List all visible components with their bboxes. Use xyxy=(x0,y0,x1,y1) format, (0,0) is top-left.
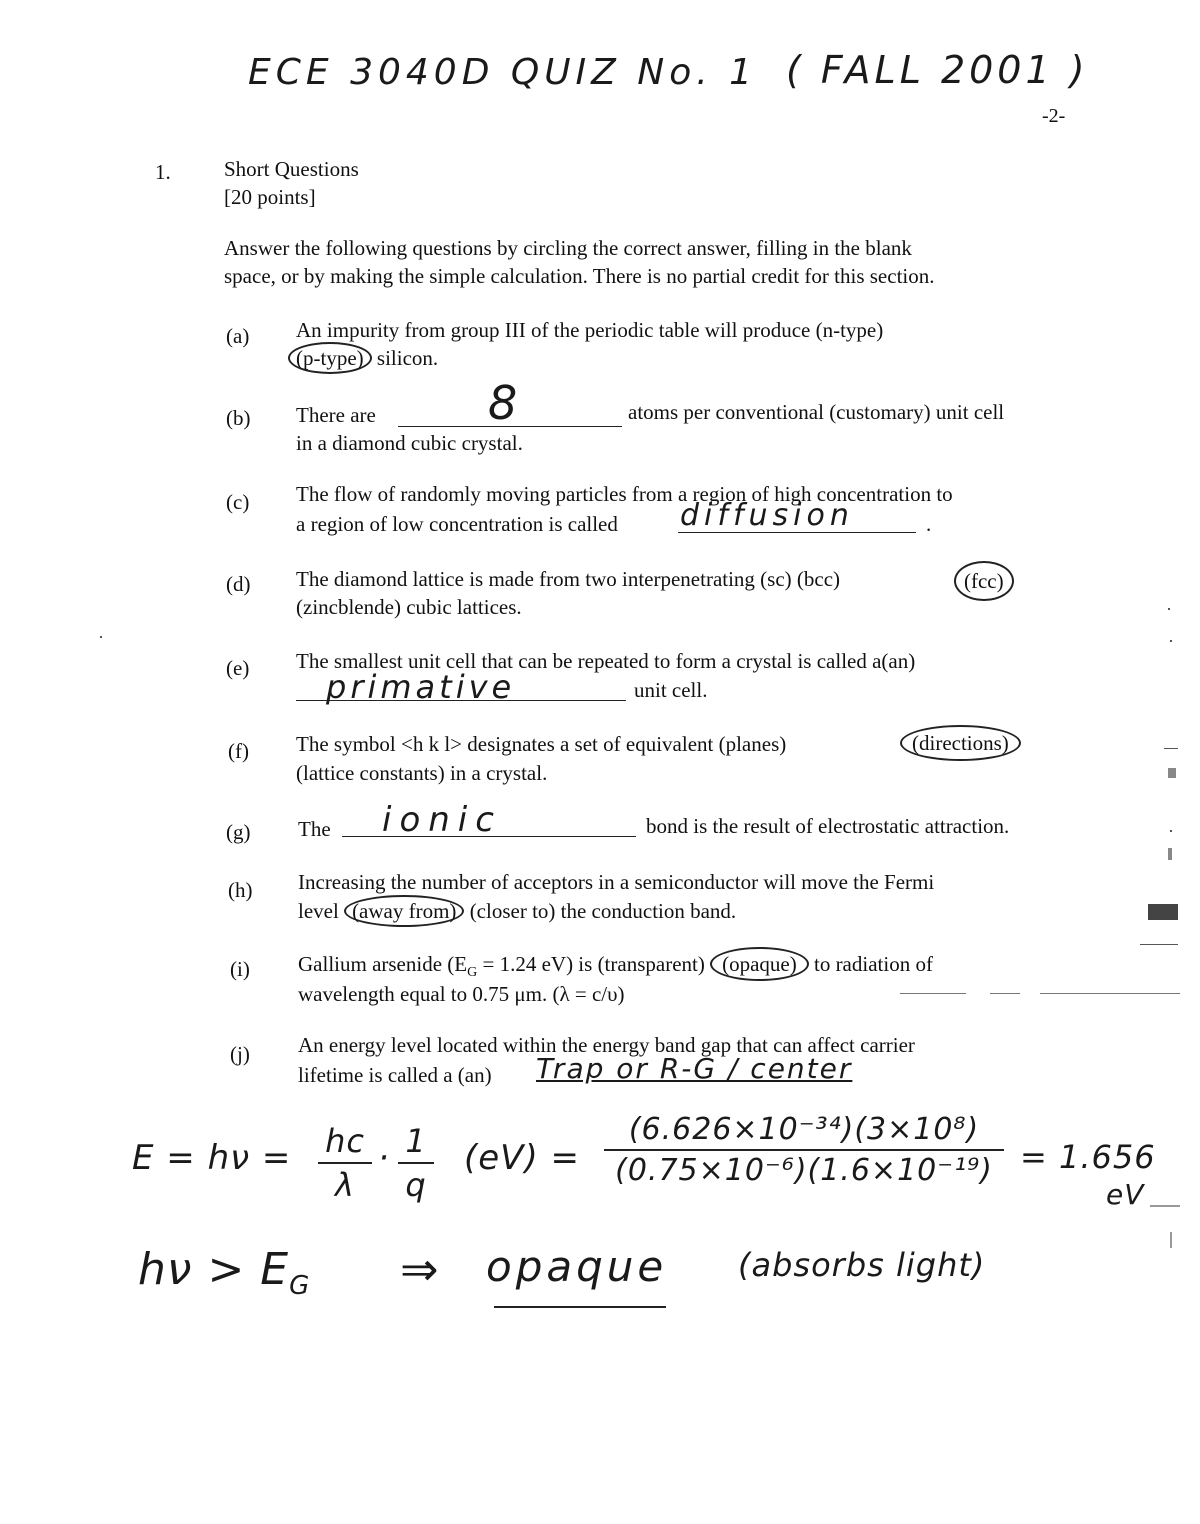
question-j-label: (j) xyxy=(230,1042,250,1066)
question-i-line-1-mid: = 1.24 eV) is (transparent) xyxy=(477,952,705,976)
question-e-answer: primative xyxy=(326,668,516,706)
calc-frac2-den: q xyxy=(405,1166,427,1204)
question-e-line-1: The smallest unit cell that can be repeated to form a crystal is called a(an) xyxy=(296,649,916,673)
question-a-line-1: An impurity from group III of the periodic table will produce (n-type) xyxy=(296,318,884,342)
question-c-line-1: The flow of randomly moving particles from a region of high concentration to xyxy=(296,482,953,506)
calc-frac3-den: (0.75×10⁻⁶)(1.6×10⁻¹⁹) xyxy=(615,1153,993,1188)
section-number: 1. xyxy=(155,160,171,184)
calc-frac1-den: λ xyxy=(335,1166,355,1204)
question-g-prefix: The xyxy=(298,817,331,841)
scan-speck xyxy=(990,993,1020,994)
question-b-suffix: atoms per conventional (customary) unit cell xyxy=(628,400,1005,424)
question-i-line-2: wavelength equal to 0.75 μm. (λ = c/υ) xyxy=(298,982,625,1006)
calc-frac3-bar xyxy=(604,1149,1004,1151)
question-b-prefix: There are xyxy=(296,403,376,427)
scan-speck xyxy=(1040,993,1180,994)
question-c-label: (c) xyxy=(226,490,250,514)
question-h-circled-answer: (away from) xyxy=(344,895,464,927)
question-h-line-2-suffix: (closer to) the conduction band. xyxy=(469,899,737,923)
section-title: Short Questions xyxy=(224,157,359,181)
scan-speck xyxy=(1150,1205,1180,1207)
scan-speck xyxy=(900,993,966,994)
conclusion-subscript: G xyxy=(289,1270,311,1301)
handwritten-title: ECE 3040D QUIZ No. 1 xyxy=(248,52,758,93)
conclusion-answer: opaque xyxy=(486,1242,668,1291)
scan-speck xyxy=(1170,1232,1172,1248)
instructions-line-1: Answer the following questions by circling the correct answer, filling in the blank xyxy=(224,236,912,260)
question-j-line-2-prefix: lifetime is called a (an) xyxy=(298,1063,492,1087)
question-b-label: (b) xyxy=(226,406,251,430)
conclusion-underline xyxy=(494,1306,666,1308)
scan-speck xyxy=(1170,640,1172,642)
question-e-label: (e) xyxy=(226,656,250,680)
instructions-line-2: space, or by making the simple calculation. There is no partial credit for this section. xyxy=(224,264,935,288)
page-number: -2- xyxy=(1042,105,1066,127)
section-points: [20 points] xyxy=(224,185,316,209)
question-e-suffix: unit cell. xyxy=(634,678,708,702)
calc-lhs: E = hν = xyxy=(132,1138,292,1178)
question-c-line-2-suffix: . xyxy=(926,512,932,536)
scan-speck xyxy=(1170,830,1172,832)
question-a-circled-answer: (p-type) xyxy=(288,342,372,374)
question-b-answer: 8 xyxy=(488,376,519,430)
calc-fraction-one-over-q xyxy=(398,1122,434,1204)
calc-dot: · xyxy=(378,1138,390,1178)
scan-speck xyxy=(100,636,102,638)
calc-frac1-num: hc xyxy=(325,1122,365,1160)
calc-result: = 1.656 xyxy=(1020,1138,1156,1176)
question-i-line-1-prefix: Gallium arsenide (E xyxy=(298,952,468,976)
scan-speck xyxy=(1148,904,1178,920)
question-a-label: (a) xyxy=(226,324,250,348)
question-d-line-2: (zincblende) cubic lattices. xyxy=(296,595,522,619)
conclusion-note: (absorbs light) xyxy=(738,1246,986,1284)
scan-speck xyxy=(1164,748,1178,749)
question-d-circled-answer: (fcc) xyxy=(954,561,1014,601)
question-c-answer: diffusion xyxy=(680,498,854,533)
calc-frac3-num: (6.626×10⁻³⁴)(3×10⁸) xyxy=(628,1112,980,1147)
question-a-line-2 xyxy=(288,344,438,372)
question-c-line-2-prefix: a region of low concentration is called xyxy=(296,512,618,536)
question-b-line-2: in a diamond cubic crystal. xyxy=(296,431,523,455)
question-j-line-1: An energy level located within the energy band gap that can affect carrier xyxy=(298,1033,915,1057)
question-i-subscript: G xyxy=(467,965,478,981)
question-i-label: (i) xyxy=(230,957,250,981)
question-f-label: (f) xyxy=(228,739,249,763)
question-a-line-2-rest: silicon. xyxy=(376,346,439,370)
calc-frac2-bar xyxy=(398,1162,434,1164)
scan-speck xyxy=(1140,944,1178,945)
calc-result-unit: eV xyxy=(1106,1178,1145,1211)
question-j-answer: Trap or R-G / center xyxy=(536,1052,853,1085)
question-f-line-2: (lattice constants) in a crystal. xyxy=(296,761,548,785)
scan-speck xyxy=(1168,848,1172,860)
question-f-circled-answer: (directions) xyxy=(900,725,1021,761)
question-g-suffix: bond is the result of electrostatic attraction. xyxy=(646,814,1010,838)
scan-speck xyxy=(1168,608,1170,610)
handwritten-term: ( FALL 2001 ) xyxy=(786,48,1089,92)
question-h-label: (h) xyxy=(228,878,253,902)
conclusion-line xyxy=(138,1244,310,1301)
question-g-answer: ionic xyxy=(382,800,502,840)
question-f-line-1: The symbol <h k l> designates a set of equivalent (planes) xyxy=(296,732,787,756)
calc-frac1-bar xyxy=(318,1162,372,1164)
calc-unit: (eV) = xyxy=(464,1138,581,1178)
calc-frac2-num: 1 xyxy=(405,1122,427,1160)
question-h-line-2 xyxy=(298,897,736,925)
question-i-line-1-suffix: to radiation of xyxy=(813,952,933,976)
question-d-line-1: The diamond lattice is made from two interpenetrating (sc) (bcc) xyxy=(296,567,841,591)
question-h-line-2-prefix: level xyxy=(298,899,339,923)
question-i-circled-answer: (opaque) xyxy=(710,947,809,981)
question-d-label: (d) xyxy=(226,572,251,596)
implies-arrow-icon: ⇒ xyxy=(400,1242,440,1296)
calc-fraction-hc-over-lambda xyxy=(318,1122,372,1204)
conclusion-expression: hν > E xyxy=(138,1244,290,1295)
question-h-line-1: Increasing the number of acceptors in a semiconductor will move the Fermi xyxy=(298,870,935,894)
scan-speck xyxy=(1168,768,1176,778)
calc-fraction-numeric xyxy=(604,1112,1004,1188)
question-g-label: (g) xyxy=(226,820,251,844)
